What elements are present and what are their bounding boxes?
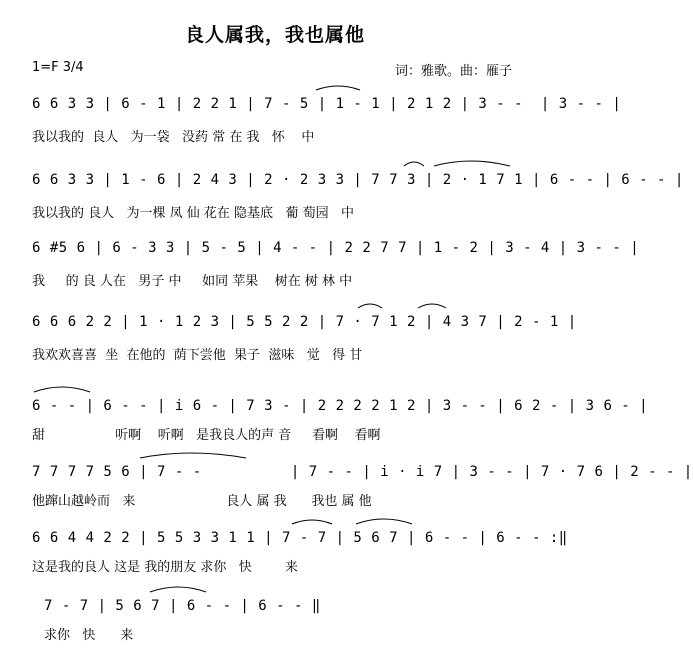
song-credits: 词：雅歌。曲：雁子 (394, 64, 512, 79)
lyrics-line: 求你 快 来 (44, 628, 134, 643)
lyrics-line: 甜 听啊 听啊 是我良人的声 音 看啊 看啊 (32, 428, 381, 443)
notation-line: 7 - 7 | 5 6 7 | 6 - - | 6 - - ‖ (44, 598, 321, 614)
notation-line: 7 7 7 7 5 6 | 7 - - | 7 - - | i · i 7 | 3 - - | 7 · 7 6 | 2 - - | (32, 464, 693, 480)
notation-line: 6 6 4 4 2 2 | 5 5 3 3 1 1 | 7 - 7 | 5 6 7 | 6 - - | 6 - - :‖ (32, 530, 568, 546)
lyrics-line: 我 的 良 人在 男子 中 如同 苹果 树在 树 林 中 (32, 274, 353, 289)
lyrics-line: 我欢欢喜喜 坐 在他的 荫下尝他 果子 滋味 觉 得 甘 (32, 348, 363, 363)
lyrics-line: 我以我的 良人 为一袋 没药 常 在 我 怀 中 (32, 130, 315, 145)
notation-line: 6 6 3 3 | 1 - 6 | 2 4 3 | 2 · 2 3 3 | 7 7 3 | 2 · 1 7 1 | 6 - - | 6 - - | (32, 172, 684, 188)
notation-line: 6 #5 6 | 6 - 3 3 | 5 - 5 | 4 - - | 2 2 7 7 | 1 - 2 | 3 - 4 | 3 - - | (32, 240, 640, 256)
notation-line: 6 6 3 3 | 6 - 1 | 2 2 1 | 7 - 5 | 1 - 1 | 2 1 2 | 3 - - | 3 - - | (32, 96, 622, 112)
lyrics-line: 他蹿山越岭而 来 良人 属 我 我也 属 他 (32, 494, 372, 509)
key-signature: 1=F 3/4 (32, 60, 84, 75)
notation-line: 6 - - | 6 - - | i 6 - | 7 3 - | 2 2 2 2 1 2 | 3 - - | 6 2 - | 3 6 - | (32, 398, 649, 414)
lyrics-line: 我以我的 良人 为一棵 凤 仙 花在 隐基底 葡 萄园 中 (32, 206, 354, 221)
notation-line: 6 6 6 2 2 | 1 · 1 2 3 | 5 5 2 2 | 7 · 7 1 2 | 4 3 7 | 2 - 1 | (32, 314, 577, 330)
lyrics-line: 这是我的良人 这是 我的朋友 求你 快 来 (32, 560, 298, 575)
song-title: 良人属我，我也属他 (184, 24, 365, 46)
